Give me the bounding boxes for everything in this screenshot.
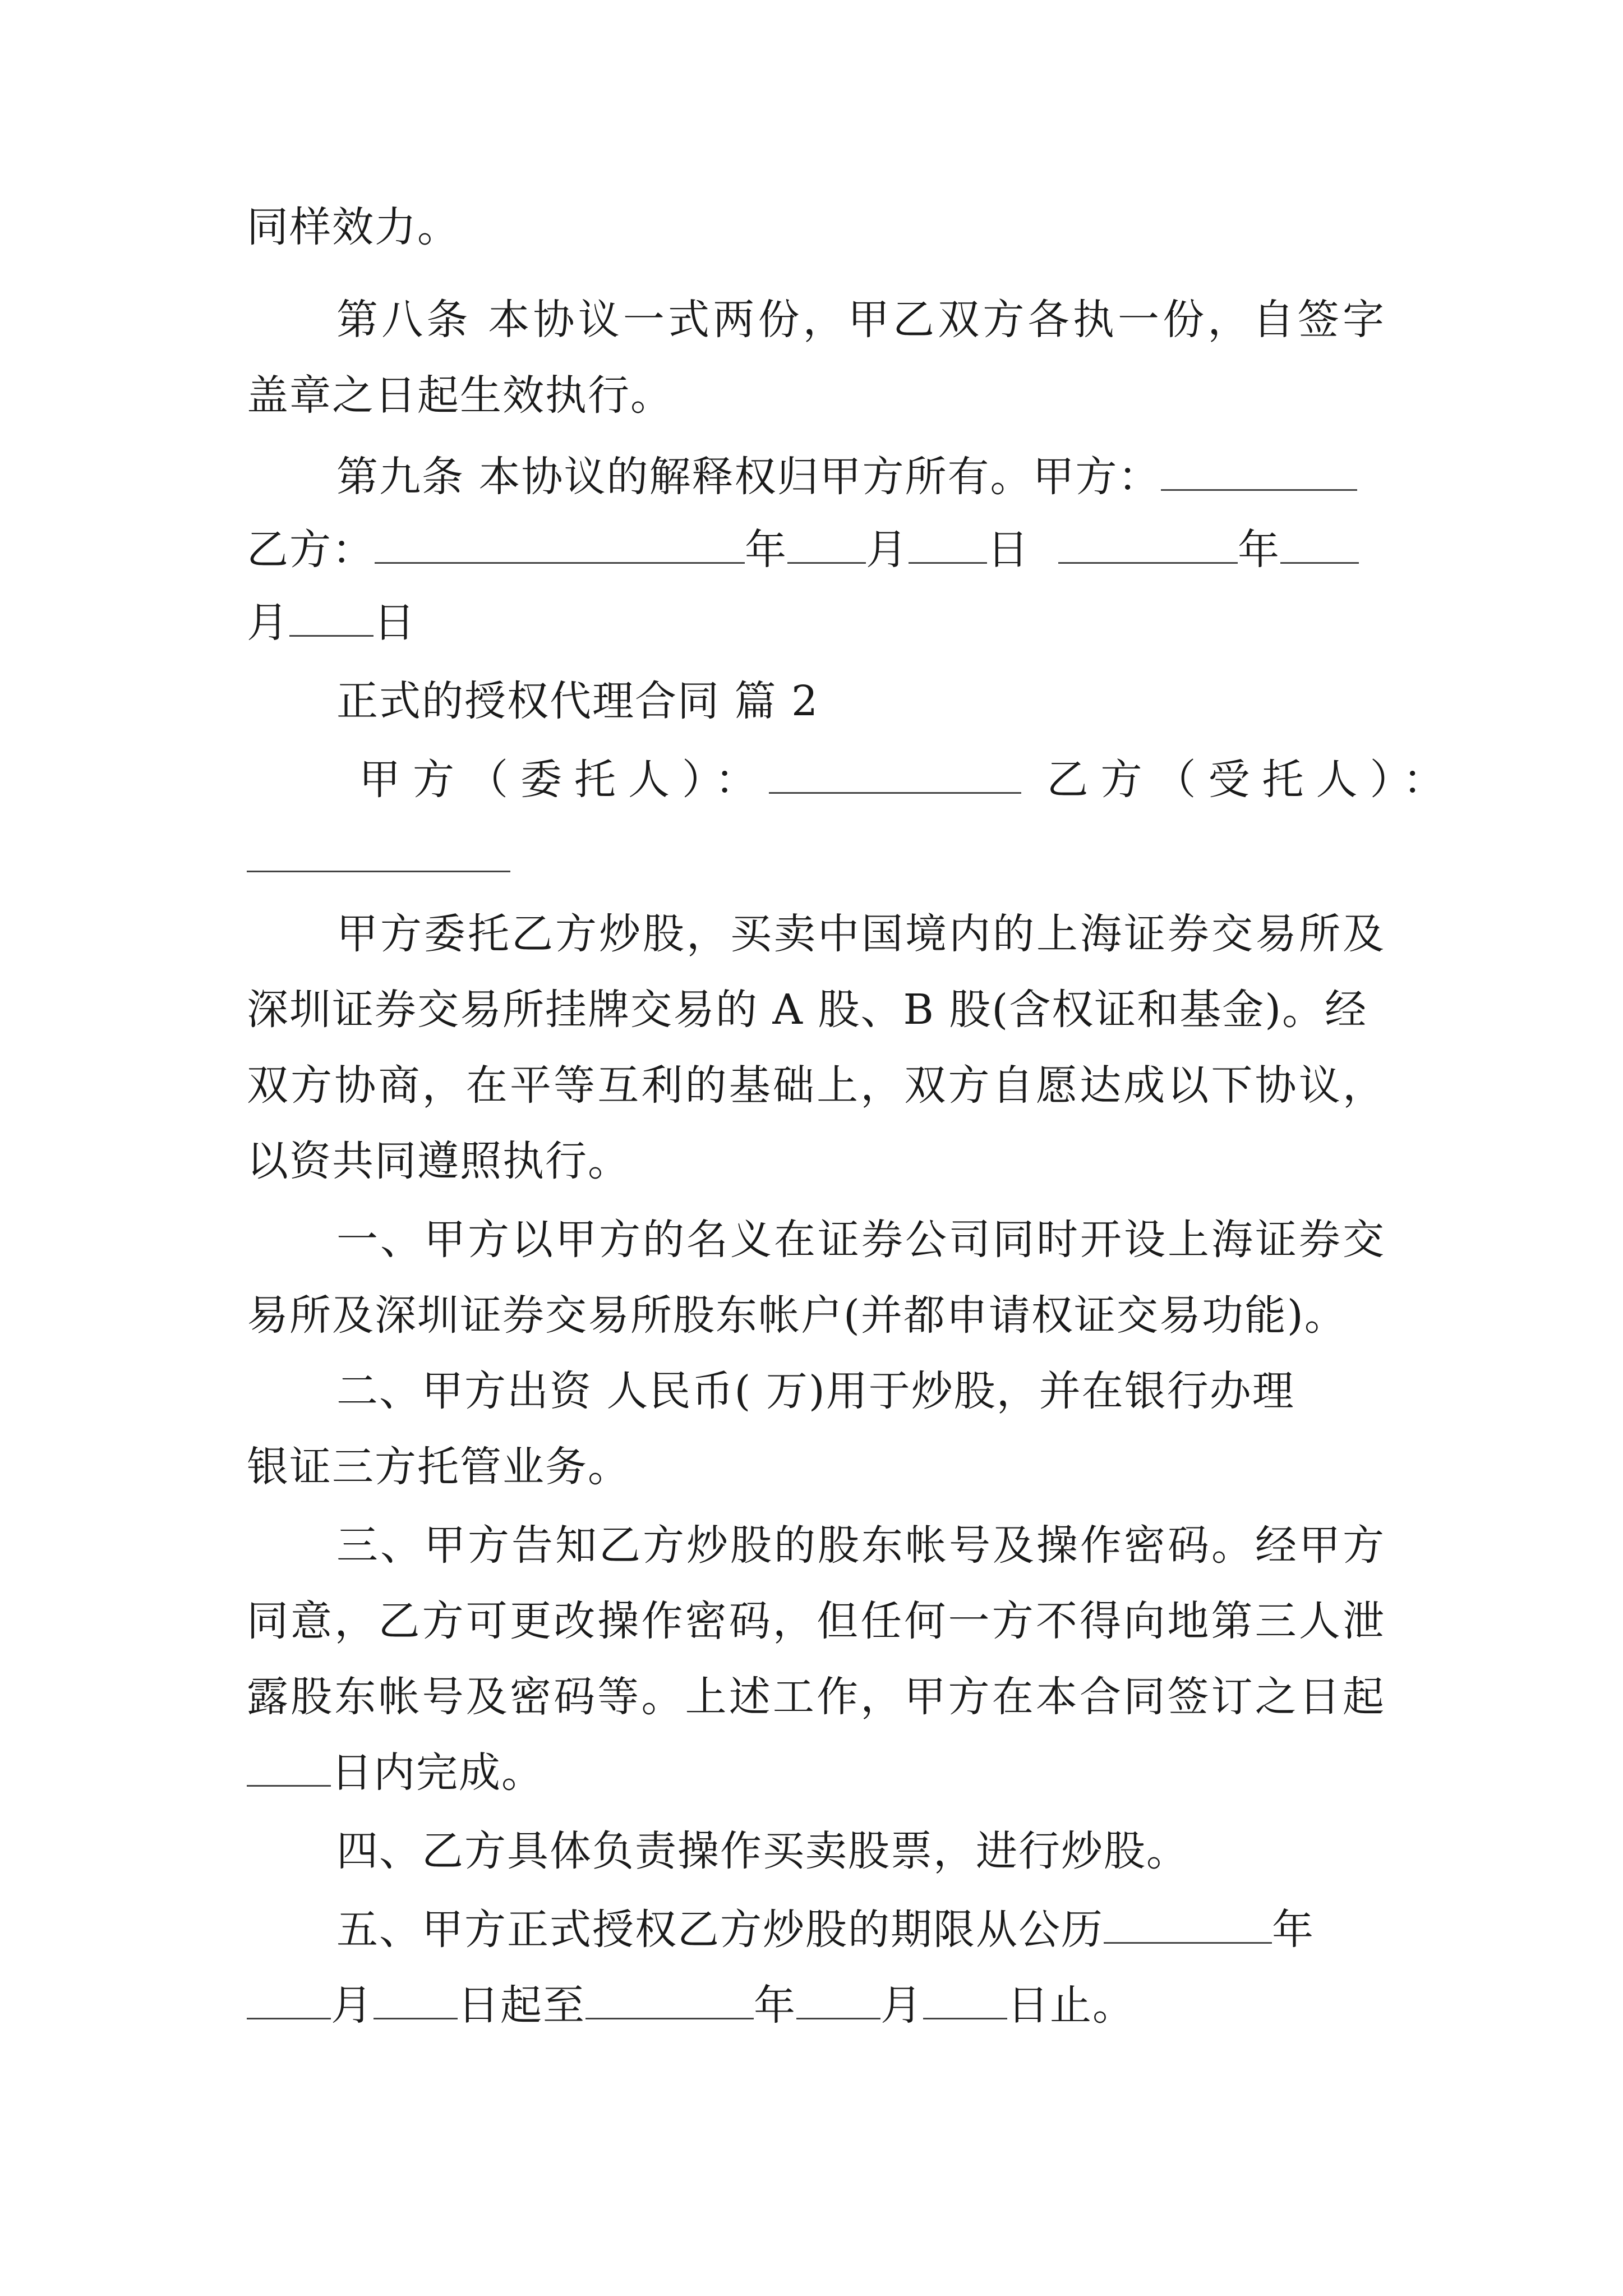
text-line-5: 乙方： 年 月 日 年 bbox=[247, 522, 1359, 578]
blank-trustee[interactable] bbox=[247, 835, 510, 872]
blank-days[interactable] bbox=[247, 1746, 331, 1787]
blank-month-2[interactable] bbox=[1280, 523, 1359, 564]
blank-day-2[interactable] bbox=[289, 596, 374, 637]
para-4-line-2: 同意，乙方可更改操作密码，但任何一方不得向地第三人泄 bbox=[247, 1597, 1385, 1645]
para-4-line-1: 三、甲方告知乙方炒股的股东帐号及操作密码。经甲方 bbox=[336, 1521, 1385, 1570]
para-2-line-1: 一、甲方以甲方的名义在证券公司同时开设上海证券交 bbox=[336, 1216, 1385, 1264]
text-line-6: 月 日 bbox=[247, 595, 416, 651]
blank-end-day[interactable] bbox=[923, 1978, 1007, 2019]
blank-end-year[interactable] bbox=[585, 1978, 754, 2019]
blank-start-year[interactable] bbox=[1104, 1903, 1272, 1944]
blank-day-1[interactable] bbox=[909, 523, 987, 564]
blank-start-day[interactable] bbox=[374, 1978, 458, 2019]
para-1-line-4: 以资共同遵照执行。 bbox=[247, 1137, 630, 1185]
blank-year-2[interactable] bbox=[1058, 523, 1238, 564]
text-line-4: 第九条 本协议的解释权归甲方所有。甲方： bbox=[336, 449, 1357, 505]
para-6-line-2: 月 日起至 年 月 日止。 bbox=[247, 1977, 1135, 2033]
blank-party-b[interactable] bbox=[375, 523, 745, 564]
blank-end-month[interactable] bbox=[796, 1978, 880, 2019]
blank-party-a[interactable] bbox=[1161, 450, 1357, 491]
para-6-line-1: 五、甲方正式授权乙方炒股的期限从公历 年 bbox=[336, 1902, 1315, 1958]
para-3-line-2: 银证三方托管业务。 bbox=[247, 1443, 630, 1491]
para-3-line-1: 二、甲方出资 人民币( 万)用于炒股，并在银行办理 bbox=[336, 1367, 1295, 1415]
para-5-line-1: 四、乙方具体负责操作买卖股票，进行炒股。 bbox=[336, 1827, 1189, 1875]
text-line-3: 盖章之日起生效执行。 bbox=[247, 371, 673, 420]
blank-trustee-line bbox=[247, 830, 510, 886]
para-4-line-4: 日内完成。 bbox=[247, 1745, 544, 1801]
para-1-line-2: 深圳证券交易所挂牌交易的 A 股、B 股(含权证和基金)。经 bbox=[247, 986, 1368, 1034]
para-4-line-3: 露股东帐号及密码等。上述工作，甲方在本合同签订之日起 bbox=[247, 1673, 1385, 1721]
text-line-2: 第八条 本协议一式两份，甲乙双方各执一份，自签字 bbox=[336, 296, 1385, 344]
blank-month-1[interactable] bbox=[787, 523, 866, 564]
para-1-line-3: 双方协商，在平等互利的基础上，双方自愿达成以下协议， bbox=[247, 1061, 1385, 1110]
section-heading: 正式的授权代理合同 篇 2 bbox=[336, 677, 819, 725]
blank-start-month[interactable] bbox=[247, 1978, 331, 2019]
blank-principal[interactable] bbox=[769, 753, 1021, 794]
parties-line: 甲方（委托人）： 乙方（受托人）： bbox=[359, 752, 1457, 808]
text-line-1: 同样效力。 bbox=[247, 203, 460, 251]
para-1-line-1: 甲方委托乙方炒股，买卖中国境内的上海证券交易所及 bbox=[336, 910, 1385, 958]
para-2-line-2: 易所及深圳证券交易所股东帐户(并都申请权证交易功能)。 bbox=[247, 1291, 1347, 1340]
